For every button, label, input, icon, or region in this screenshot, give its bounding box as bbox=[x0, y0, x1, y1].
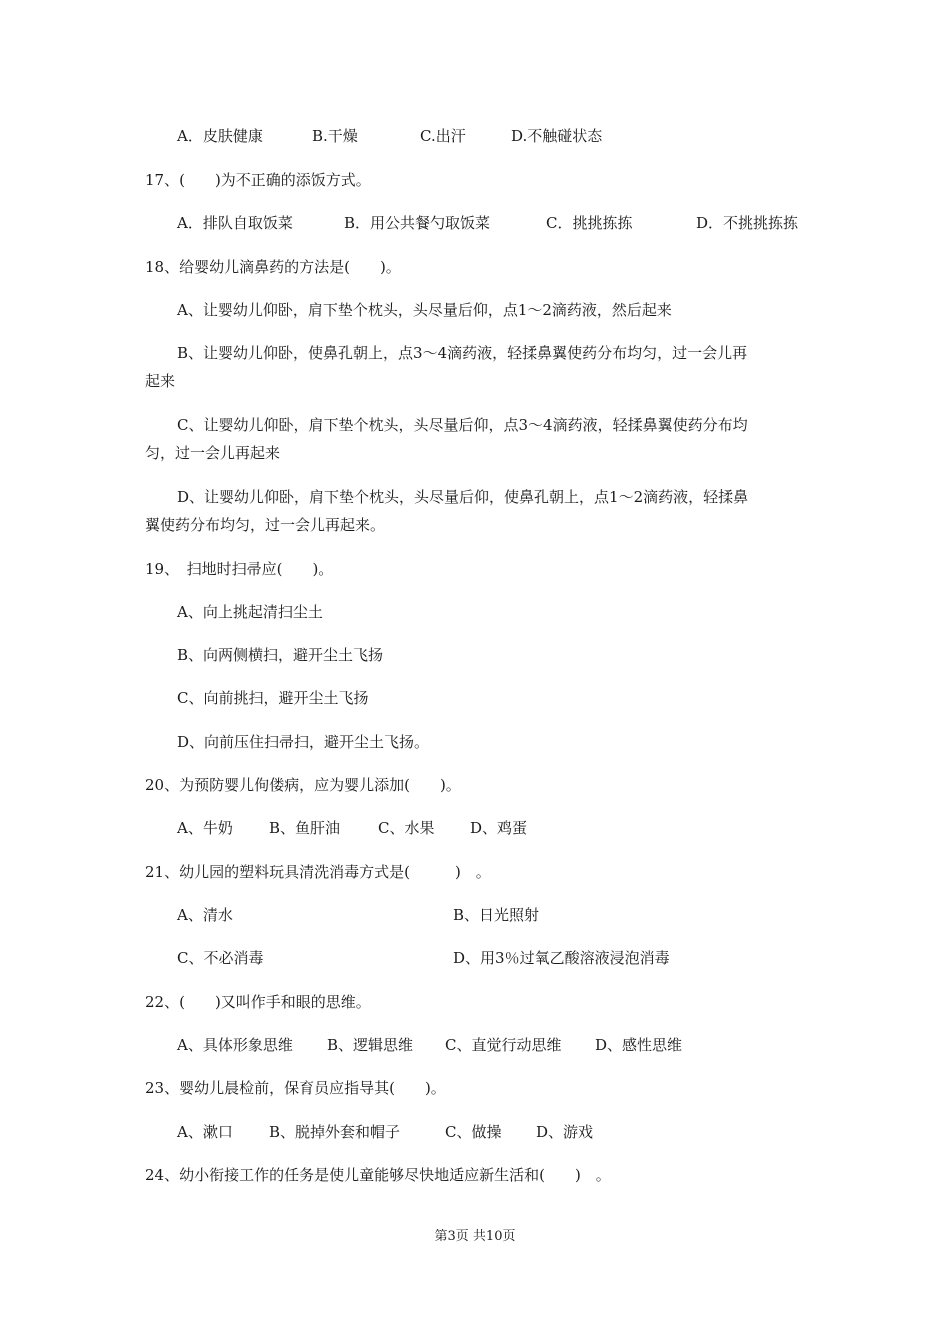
q17-option-a: A．排队自取饭菜 bbox=[177, 214, 293, 232]
q22-option-d: D、感性思维 bbox=[595, 1036, 683, 1054]
q16-option-a: A．皮肤健康 bbox=[177, 127, 263, 145]
q23-option-c: C、做操 bbox=[445, 1123, 502, 1141]
q19-option-d: D、向前压住扫帚扫，避开尘土飞扬。 bbox=[177, 733, 430, 751]
q22-option-b: B、逻辑思维 bbox=[327, 1036, 414, 1054]
q18-stem: 18、给婴幼儿滴鼻药的方法是( )。 bbox=[145, 258, 401, 276]
q18-option-a: A、让婴幼儿仰卧，肩下垫个枕头，头尽量后仰，点1～2滴药液，然后起来 bbox=[177, 301, 672, 319]
page-footer: 第3页 共10页 bbox=[434, 1229, 516, 1244]
q20-stem: 20、为预防婴儿佝偻病，应为婴儿添加( )。 bbox=[145, 776, 461, 794]
q17-stem: 17、( )为不正确的添饭方式。 bbox=[145, 171, 371, 189]
q21-option-d: D、用3％过氧乙酸溶液浸泡消毒 bbox=[453, 949, 670, 967]
q17-option-b: B．用公共餐勺取饭菜 bbox=[344, 214, 491, 232]
q19-option-c: C、向前挑扫，避开尘土飞扬 bbox=[177, 689, 369, 707]
q21-stem: 21、幼儿园的塑料玩具清洗消毒方式是( ) 。 bbox=[145, 863, 491, 881]
q19-option-b: B、向两侧横扫，避开尘土飞扬 bbox=[177, 646, 384, 664]
q23-option-b: B、脱掉外套和帽子 bbox=[269, 1123, 401, 1141]
q18-option-d-line1: D、让婴幼儿仰卧，肩下垫个枕头，头尽量后仰，使鼻孔朝上，点1～2滴药液，轻揉鼻 bbox=[177, 488, 749, 506]
q16-option-b: B.干燥 bbox=[312, 127, 358, 145]
q23-option-d: D、游戏 bbox=[536, 1123, 594, 1141]
q18-option-c-line1: C、让婴幼儿仰卧，肩下垫个枕头，头尽量后仰，点3～4滴药液，轻揉鼻翼使药分布均 bbox=[177, 416, 748, 434]
q22-option-c: C、直觉行动思维 bbox=[445, 1036, 562, 1054]
q20-option-a: A、牛奶 bbox=[177, 819, 233, 837]
q19-option-a: A、向上挑起清扫尘土 bbox=[177, 603, 323, 621]
q17-option-d: D．不挑挑拣拣 bbox=[696, 214, 799, 232]
q21-option-b: B、日光照射 bbox=[453, 906, 540, 924]
q18-option-b-line1: B、让婴幼儿仰卧，使鼻孔朝上，点3～4滴药液，轻揉鼻翼使药分布均匀，过一会儿再 bbox=[177, 344, 748, 362]
q16-option-c: C.出汗 bbox=[420, 127, 466, 145]
q17-option-c: C．挑挑拣拣 bbox=[546, 214, 633, 232]
q19-stem: 19、 扫地时扫帚应( )。 bbox=[145, 560, 334, 578]
q23-option-a: A、漱口 bbox=[177, 1123, 233, 1141]
q16-option-d: D.不触碰状态 bbox=[511, 127, 603, 145]
q18-option-d-line2: 翼使药分布均匀，过一会儿再起来。 bbox=[145, 516, 386, 534]
q21-option-c: C、不必消毒 bbox=[177, 949, 264, 967]
q20-option-b: B、鱼肝油 bbox=[269, 819, 341, 837]
q23-stem: 23、婴幼儿晨检前，保育员应指导其( )。 bbox=[145, 1079, 446, 1097]
q18-option-c-line2: 匀，过一会儿再起来 bbox=[145, 444, 281, 462]
q20-option-d: D、鸡蛋 bbox=[470, 819, 528, 837]
q22-option-a: A、具体形象思维 bbox=[177, 1036, 293, 1054]
q22-stem: 22、( )又叫作手和眼的思维。 bbox=[145, 993, 371, 1011]
q21-option-a: A、清水 bbox=[177, 906, 233, 924]
q20-option-c: C、水果 bbox=[378, 819, 435, 837]
q18-option-b-line2: 起来 bbox=[145, 372, 176, 390]
q24-stem: 24、幼小衔接工作的任务是使儿童能够尽快地适应新生活和( ) 。 bbox=[145, 1166, 611, 1184]
